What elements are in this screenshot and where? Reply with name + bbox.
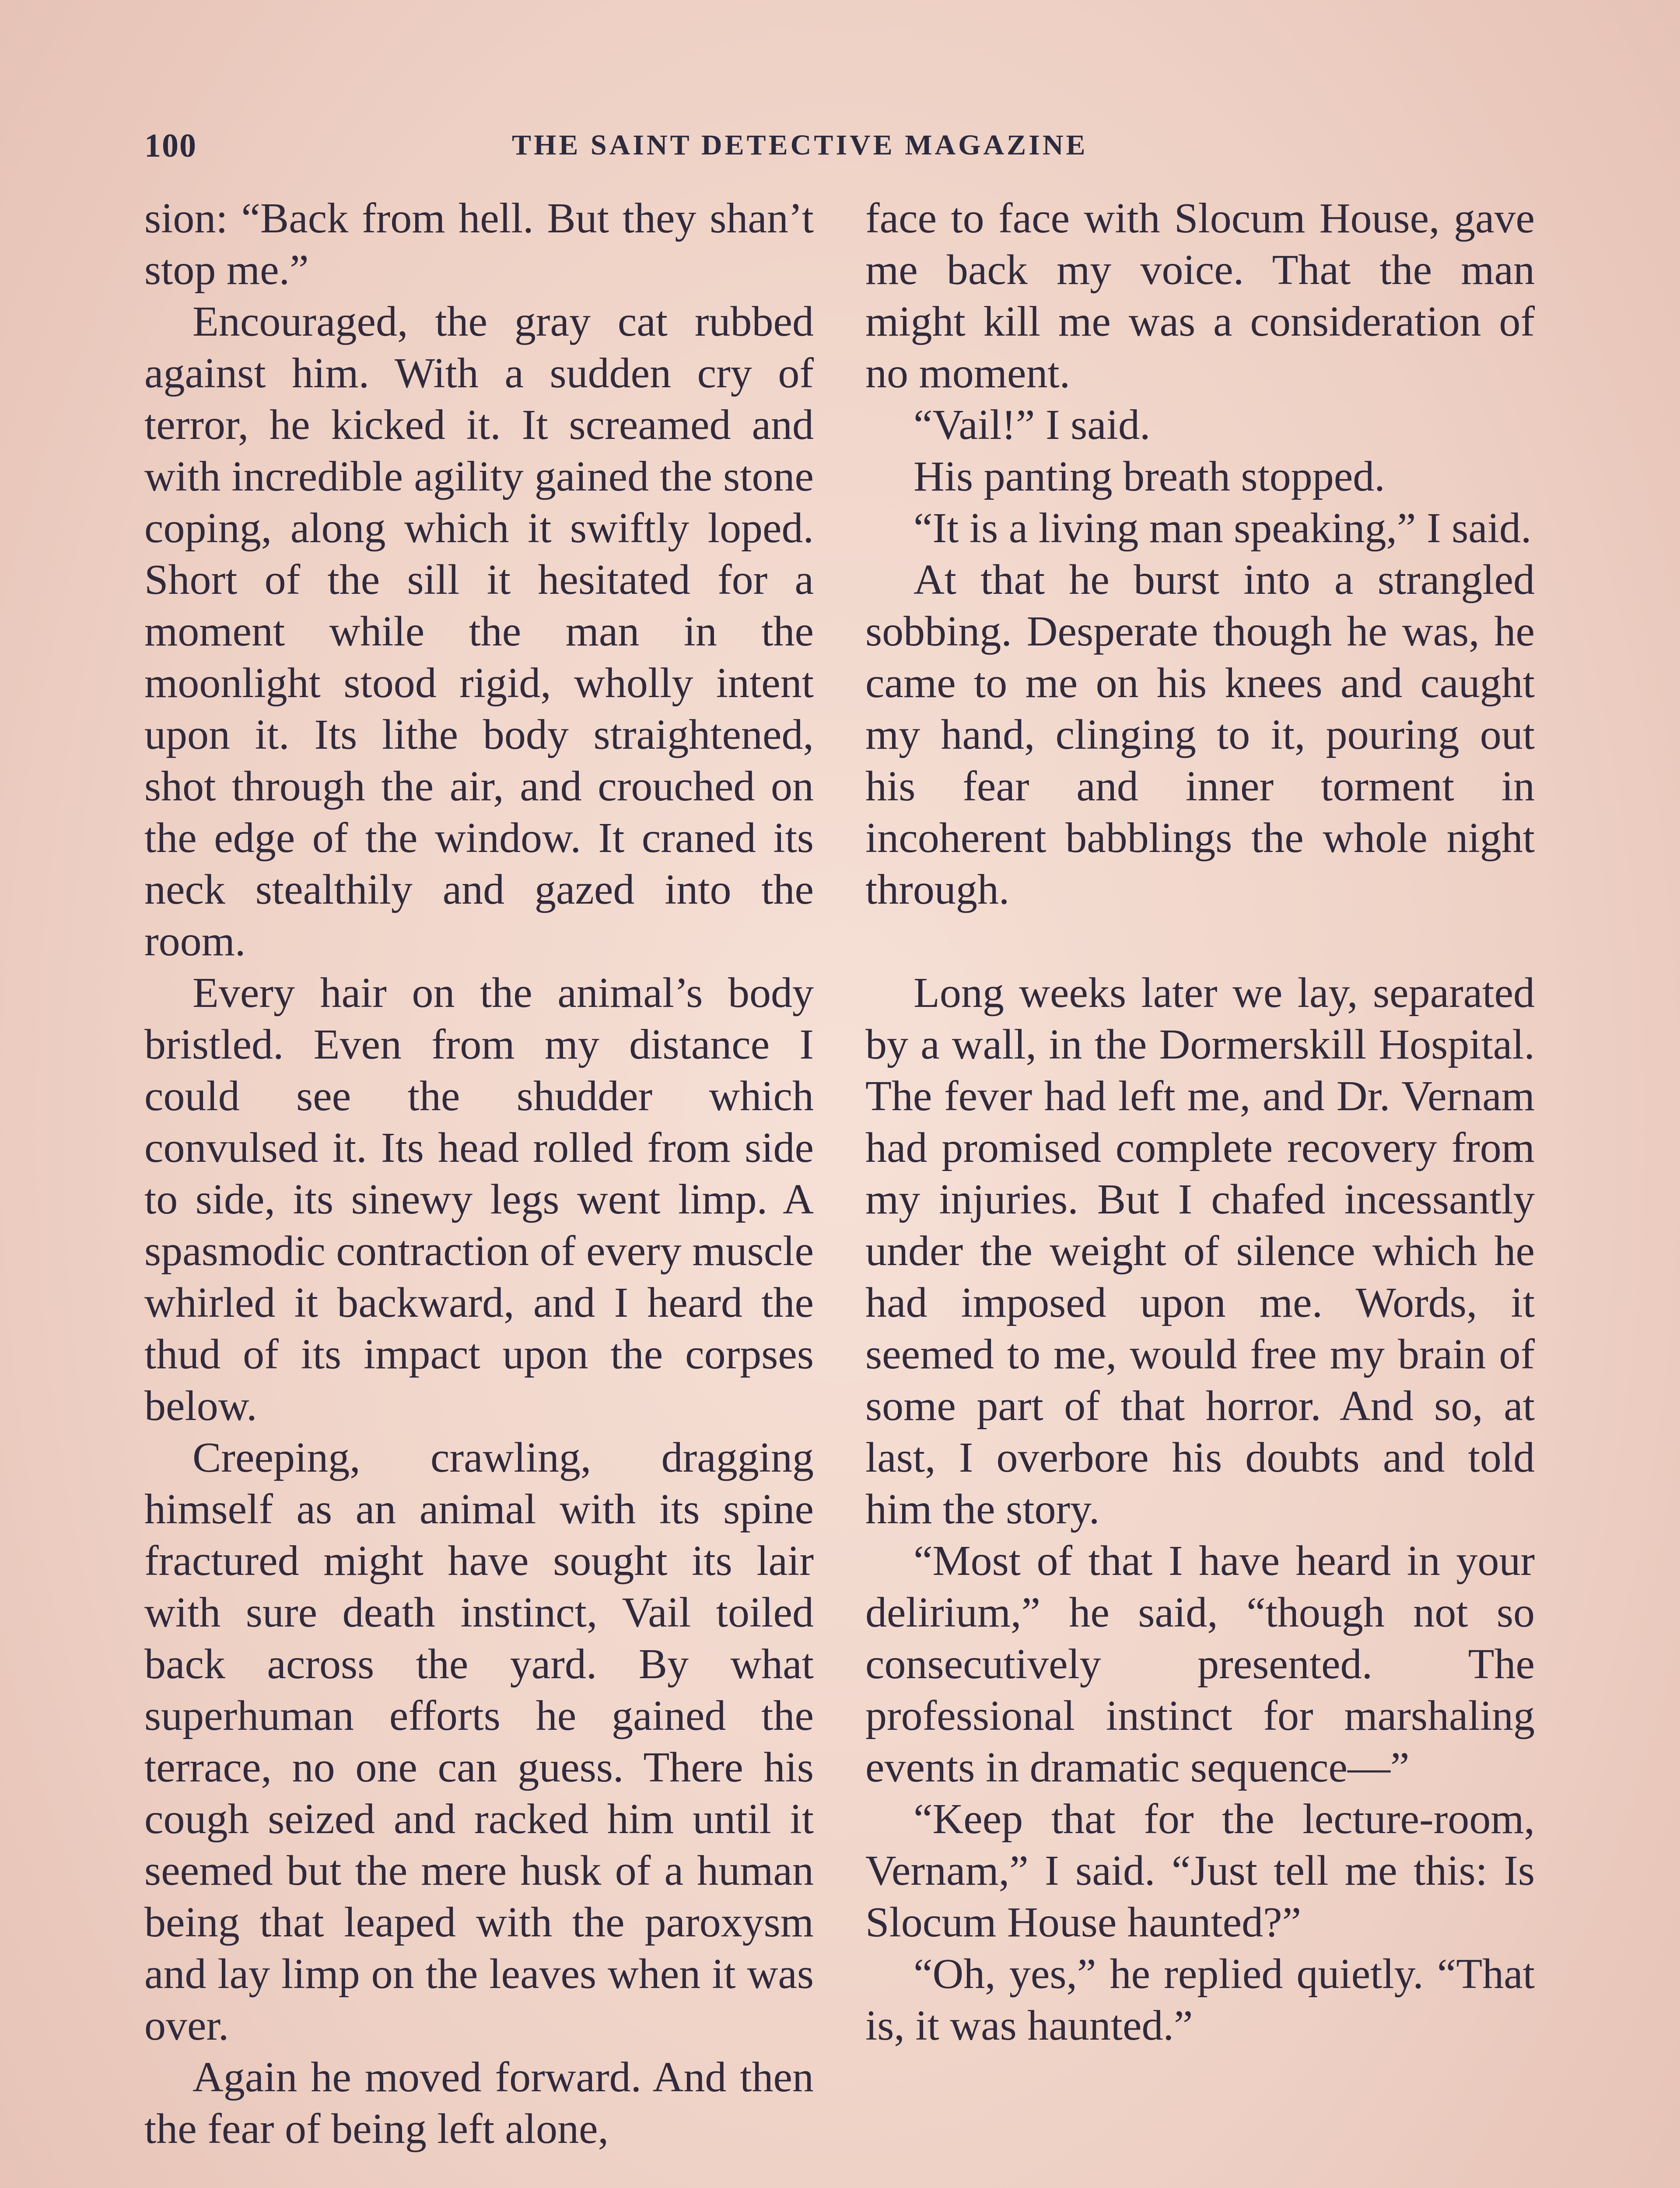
paragraph: “Oh, yes,” he replied quietly. “That is, it was haunted.”: [865, 1950, 1535, 2049]
paragraph: sion: “Back from hell. But they shan’t stop me.”: [144, 195, 814, 294]
paragraph: His panting breath stopped.: [914, 453, 1385, 500]
left-text-column: [144, 193, 814, 2155]
paragraph: “Vail!” I said.: [914, 401, 1151, 449]
paragraph: Every hair on the animal’s body bristled. Even from my distance I could see the shudder which convulsed it. Its head rolled from side to side, its sinewy legs went limp. A spasmodic contraction of every muscle whirled it backward, and I heard the thud of its impact upon the corpses below.: [144, 969, 814, 1430]
right-text-column: [865, 193, 1535, 2051]
paragraph: “Most of that I have heard in your delirium,” he said, “though not so consecutively presented. The professional instinct for marshaling events in dramatic sequence—”: [865, 1537, 1535, 1791]
paragraph: Encouraged, the gray cat rubbed against him. With a sudden cry of terror, he kicked it. It screamed and with incredible agility gained the stone coping, along which it swiftly loped. Short of the sill it hesitated for a moment while the man in the moonlight stood rigid, wholly intent upon it. Its lithe body straightened, shot through the air, and crouched on the edge of the window. It craned its neck stealthily and gazed into the room.: [144, 298, 814, 965]
page-number: 100: [144, 127, 197, 164]
paragraph: Creeping, crawling, dragging himself as an animal with its spine fractured might have sought its lair with sure death instinct, Vail toiled back across the yard. By what superhuman efforts he gained the terrace, no one can guess. There his cough seized and racked him until it seemed but the mere husk of a human being that leaped with the paroxysm and lay limp on the leaves when it was over.: [144, 1434, 814, 2049]
paragraph: face to face with Slocum House, gave me back my voice. That the man might kill me was a consideration of no moment.: [865, 195, 1535, 397]
paragraph: Long weeks later we lay, separated by a wall, in the Dormerskill Hospital. The fever had left me, and Dr. Vernam had promised complete recovery from my injuries. But I chafed incessantly under the weight of silence which he had imposed upon me. Words, it seemed to me, would free my brain of some part of that horror. And so, at last, I overbore his doubts and told him the story.: [865, 969, 1535, 1533]
running-head: [144, 127, 1536, 175]
paragraph: Again he moved forward. And then the fear of being left alone,: [144, 2054, 814, 2153]
magazine-title: THE SAINT DETECTIVE MAGAZINE: [512, 129, 1088, 161]
paragraph: “Keep that for the lecture-room, Vernam,” I said. “Just tell me this: Is Slocum House haunted?”: [865, 1795, 1535, 1946]
paragraph: At that he burst into a strangled sobbing. Desperate though he was, he came to me on his knees and caught my hand, clinging to it, pouring out his fear and inner torment in incoherent babblings the whole night through.: [865, 556, 1535, 913]
paragraph: “It is a living man speaking,” I said.: [914, 505, 1532, 552]
